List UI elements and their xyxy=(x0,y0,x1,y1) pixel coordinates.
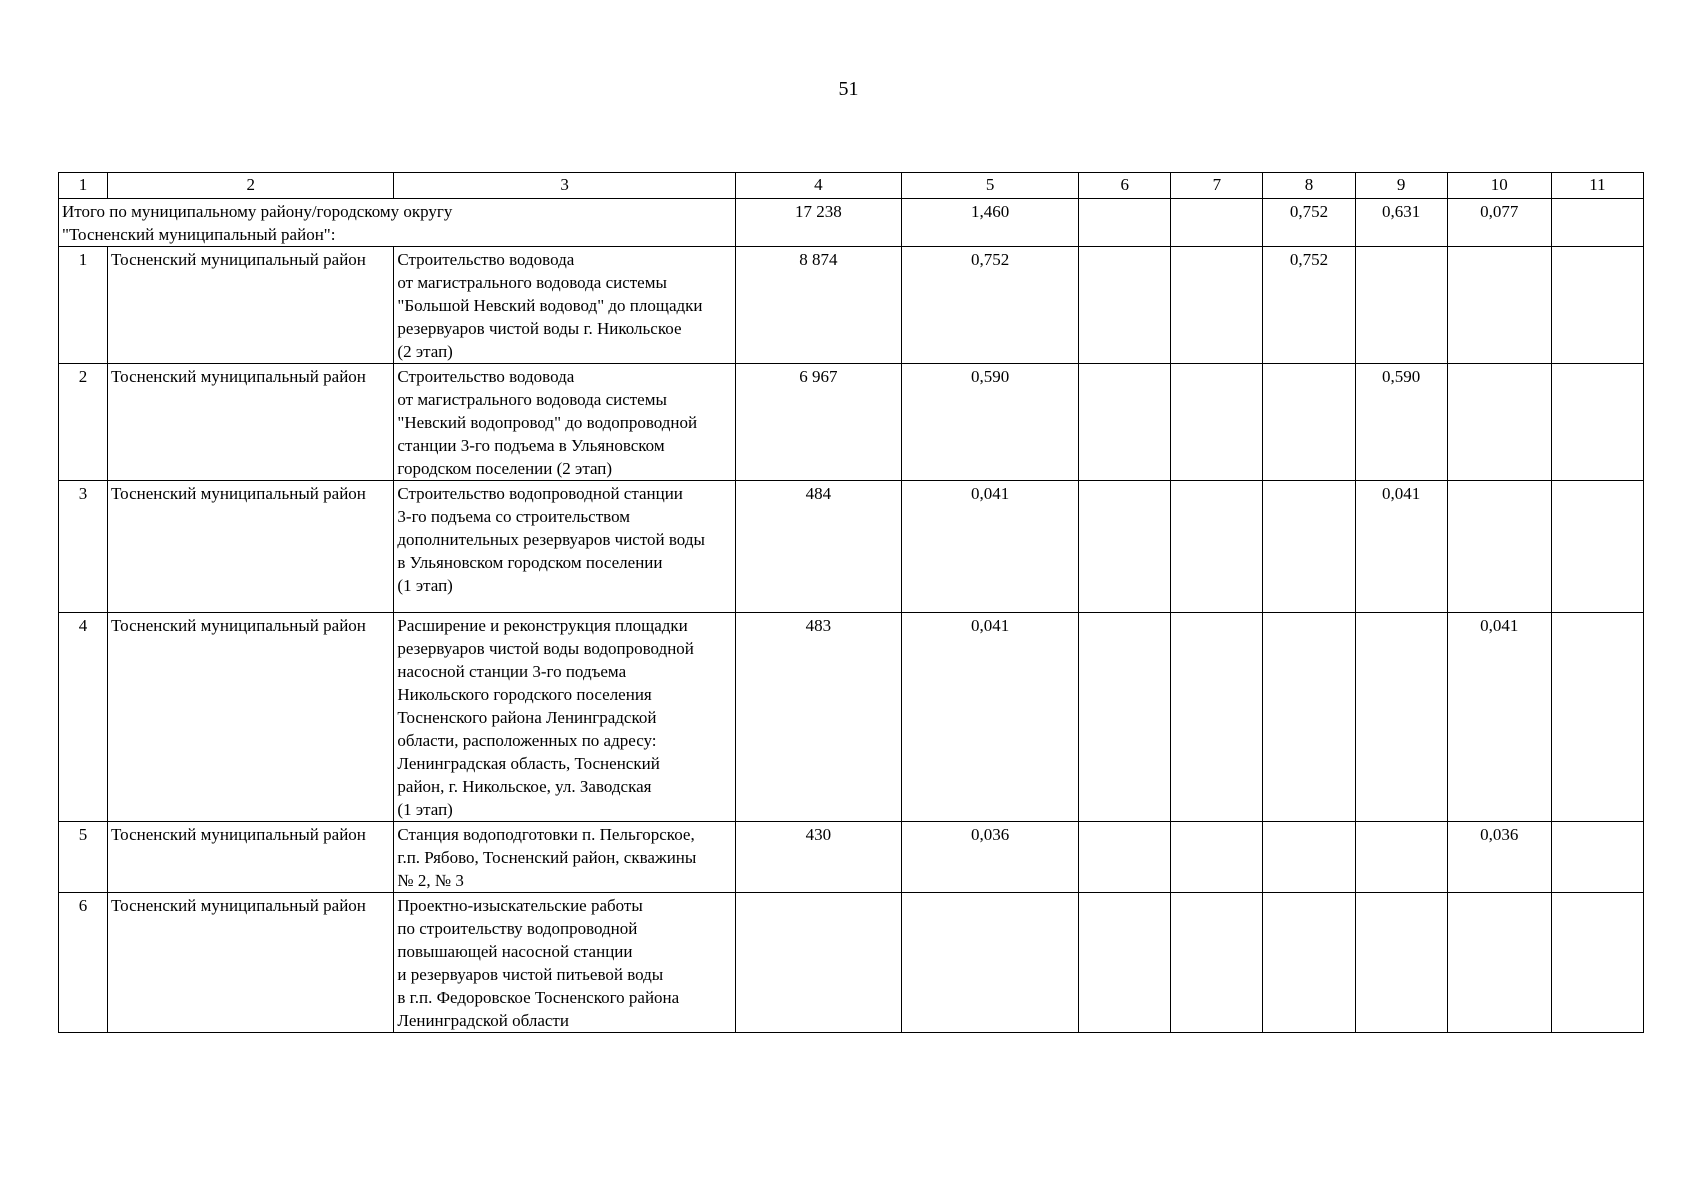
cell-text-line: в Ульяновском городском поселении xyxy=(397,553,663,572)
column-header: 5 xyxy=(902,173,1079,199)
district-name: Тосненский муниципальный район xyxy=(108,247,394,364)
cell-text-line: станции 3-го подъема в Ульяновском xyxy=(397,436,665,455)
column-header: 6 xyxy=(1079,173,1171,199)
value-cell xyxy=(1551,364,1643,481)
value-cell xyxy=(1263,481,1355,613)
value-cell xyxy=(1355,822,1447,893)
value-cell xyxy=(1447,364,1551,481)
cell-text-line: район, г. Никольское, ул. Заводская xyxy=(397,777,652,796)
value-cell xyxy=(1355,893,1447,1033)
cell-text-line: Тосненского района Ленинградской xyxy=(397,708,657,727)
value-cell: 0,752 xyxy=(1263,247,1355,364)
value-cell xyxy=(1079,893,1171,1033)
value-cell xyxy=(1171,613,1263,822)
total-value: 1,460 xyxy=(902,199,1079,247)
table-row xyxy=(59,247,1644,364)
total-row xyxy=(59,199,1644,247)
cell-text-line: и резервуаров чистой питьевой воды xyxy=(397,965,664,984)
cell-text-line: резервуаров чистой воды г. Никольское xyxy=(397,319,682,338)
column-header: 3 xyxy=(394,173,735,199)
cell-text-line: "Большой Невский водовод" до площадки xyxy=(397,296,703,315)
table-row xyxy=(59,613,1644,822)
value-cell xyxy=(1551,613,1643,822)
value-cell xyxy=(1551,481,1643,613)
cell-text-line: Строительство водопроводной станции xyxy=(397,484,683,503)
cell-text-line: от магистрального водовода системы xyxy=(397,273,667,292)
column-header: 7 xyxy=(1171,173,1263,199)
value-cell: 0,041 xyxy=(902,613,1079,822)
value-cell xyxy=(1551,247,1643,364)
cell-text-line: (1 этап) xyxy=(397,800,453,819)
value-cell xyxy=(1171,481,1263,613)
value-cell xyxy=(1079,247,1171,364)
value-cell: 0,590 xyxy=(902,364,1079,481)
row-number: 2 xyxy=(59,364,108,481)
value-cell: 0,036 xyxy=(902,822,1079,893)
value-cell xyxy=(1263,893,1355,1033)
value-cell xyxy=(1263,364,1355,481)
cell-text-line: Строительство водовода xyxy=(397,250,575,269)
cell-text-line: Итого по муниципальному району/городскому округу xyxy=(62,202,453,221)
value-cell xyxy=(1079,613,1171,822)
cell-text-line: Ленинградской области xyxy=(397,1011,569,1030)
value-cell: 0,752 xyxy=(902,247,1079,364)
value-cell xyxy=(1447,893,1551,1033)
object-name xyxy=(394,364,735,481)
cell-text-line: Никольского городского поселения xyxy=(397,685,652,704)
total-value: 17 238 xyxy=(735,199,901,247)
cell-text-line: г.п. Рябово, Тосненский район, скважины xyxy=(397,848,697,867)
value-cell xyxy=(1079,364,1171,481)
cell-text-line: Ленинградская область, Тосненский xyxy=(397,754,660,773)
total-value: 0,752 xyxy=(1263,199,1355,247)
value-cell xyxy=(1551,893,1643,1033)
cell-text-line: (1 этап) xyxy=(397,576,453,595)
object-name xyxy=(394,822,735,893)
object-name xyxy=(394,247,735,364)
cell-text-line: области, расположенных по адресу: xyxy=(397,731,657,750)
value-cell xyxy=(1171,822,1263,893)
value-cell xyxy=(1263,613,1355,822)
total-value: 0,077 xyxy=(1447,199,1551,247)
value-cell xyxy=(1171,364,1263,481)
column-header: 9 xyxy=(1355,173,1447,199)
value-cell xyxy=(1263,822,1355,893)
row-number: 5 xyxy=(59,822,108,893)
value-cell xyxy=(1355,613,1447,822)
cell-text-line: Проектно-изыскательские работы xyxy=(397,896,643,915)
value-cell: 0,041 xyxy=(1447,613,1551,822)
value-cell xyxy=(1079,481,1171,613)
cell-text-line: резервуаров чистой воды водопроводной xyxy=(397,639,694,658)
value-cell: 0,041 xyxy=(1355,481,1447,613)
cell-text-line: городском поселении (2 этап) xyxy=(397,459,613,478)
value-cell xyxy=(1171,893,1263,1033)
value-cell: 0,590 xyxy=(1355,364,1447,481)
column-header: 11 xyxy=(1551,173,1643,199)
page-number: 51 xyxy=(838,78,859,100)
value-cell xyxy=(1447,247,1551,364)
cell-text-line: № 2, № 3 xyxy=(397,871,464,890)
total-label xyxy=(59,199,736,247)
total-value xyxy=(1171,199,1263,247)
row-number: 3 xyxy=(59,481,108,613)
cell-text-line: повышающей насосной станции xyxy=(397,942,633,961)
data-table xyxy=(58,172,1644,1033)
cell-text-line: Станция водоподготовки п. Пельгорское, xyxy=(397,825,695,844)
row-number: 4 xyxy=(59,613,108,822)
object-name xyxy=(394,481,735,613)
district-name: Тосненский муниципальный район xyxy=(108,893,394,1033)
cell-text-line: "Тосненский муниципальный район": xyxy=(62,225,336,244)
header-row xyxy=(59,173,1644,199)
object-name xyxy=(394,613,735,822)
cell-text-line: в г.п. Федоровское Тосненского района xyxy=(397,988,680,1007)
table-row xyxy=(59,481,1644,613)
row-number: 6 xyxy=(59,893,108,1033)
total-value xyxy=(1079,199,1171,247)
row-number: 1 xyxy=(59,247,108,364)
table-row xyxy=(59,893,1644,1033)
value-cell: 6 967 xyxy=(735,364,901,481)
cell-text-line: по строительству водопроводной xyxy=(397,919,638,938)
total-value xyxy=(1551,199,1643,247)
district-name: Тосненский муниципальный район xyxy=(108,481,394,613)
district-name: Тосненский муниципальный район xyxy=(108,613,394,822)
cell-text-line: 3-го подъема со строительством xyxy=(397,507,631,526)
value-cell: 0,036 xyxy=(1447,822,1551,893)
column-header: 1 xyxy=(59,173,108,199)
cell-text-line: (2 этап) xyxy=(397,342,453,361)
value-cell: 0,041 xyxy=(902,481,1079,613)
cell-text-line: насосной станции 3-го подъема xyxy=(397,662,627,681)
column-header: 2 xyxy=(108,173,394,199)
value-cell xyxy=(1171,247,1263,364)
value-cell: 8 874 xyxy=(735,247,901,364)
table-body xyxy=(59,173,1644,1033)
column-header: 4 xyxy=(735,173,901,199)
table-row xyxy=(59,364,1644,481)
value-cell: 430 xyxy=(735,822,901,893)
district-name: Тосненский муниципальный район xyxy=(108,364,394,481)
cell-text-line: "Невский водопровод" до водопроводной xyxy=(397,413,698,432)
column-header: 10 xyxy=(1447,173,1551,199)
cell-text-line: дополнительных резервуаров чистой воды xyxy=(397,530,705,549)
district-name: Тосненский муниципальный район xyxy=(108,822,394,893)
cell-text-line: Строительство водовода xyxy=(397,367,575,386)
value-cell xyxy=(735,893,901,1033)
total-value: 0,631 xyxy=(1355,199,1447,247)
value-cell: 483 xyxy=(735,613,901,822)
value-cell xyxy=(1551,822,1643,893)
value-cell xyxy=(1447,481,1551,613)
value-cell: 484 xyxy=(735,481,901,613)
value-cell xyxy=(1079,822,1171,893)
cell-text-line: от магистрального водовода системы xyxy=(397,390,667,409)
cell-text-line: Расширение и реконструкция площадки xyxy=(397,616,688,635)
value-cell xyxy=(902,893,1079,1033)
value-cell xyxy=(1355,247,1447,364)
column-header: 8 xyxy=(1263,173,1355,199)
table-row xyxy=(59,822,1644,893)
object-name xyxy=(394,893,735,1033)
